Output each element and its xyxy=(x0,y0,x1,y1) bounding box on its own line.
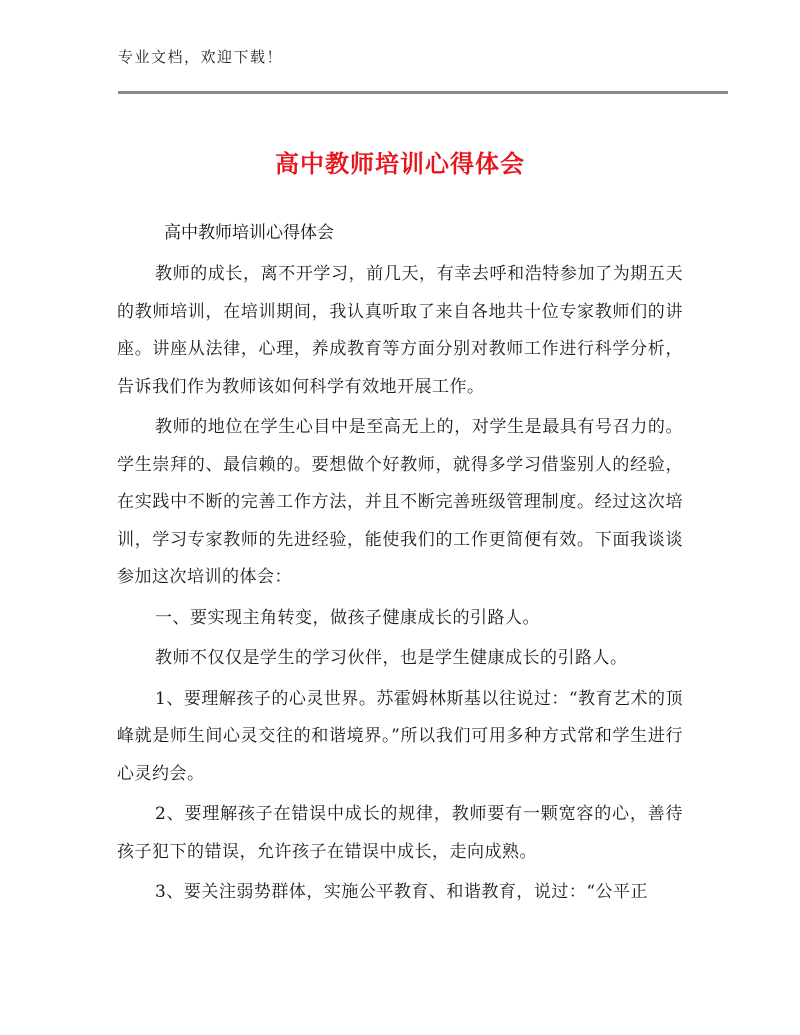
paragraph: 教师的地位在学生心目中是至高无上的，对学生是最具有号召力的。学生崇拜的、最信赖的。要想做个好教师，就得多学习借鉴别人的经验，在实践中不断的完善工作方法，并且不断完善班级管理制度。经过这次培训，学习专家教师的先进经验，能使我们的工作更简便有效。下面我谈谈参加这次培训的体会： xyxy=(117,417,683,587)
header-divider xyxy=(118,91,728,94)
page-header-text: 专业文档，欢迎下载！ xyxy=(118,48,284,66)
list-item: 3、要关注弱势群体，实施公平教育、和谐教育，说过：“公平正 xyxy=(155,882,649,902)
paragraph: 教师不仅仅是学生的学习伙伴，也是学生健康成长的引路人。 xyxy=(155,648,628,668)
document-subtitle: 高中教师培训心得体会 xyxy=(164,223,334,243)
list-item: 1、要理解孩子的心灵世界。苏霍姆林斯基以往说过：“教育艺术的顶峰就是师生间心灵交往的和谐境界。”所以我们可用多种方式常和学生进行心灵约会。 xyxy=(117,688,684,784)
document-body xyxy=(117,218,683,915)
section-heading: 一、要实现主角转变，做孩子健康成长的引路人。 xyxy=(155,607,540,628)
paragraph: 教师的成长，离不开学习，前几天，有幸去呼和浩特参加了为期五天的教师培训，在培训期间，我认真听取了来自各地共十位专家教师们的讲座。讲座从法律，心理，养成教育等方面分别对教师工作进行科学分析，告诉我们作为教师该如何科学有效地开展工作。 xyxy=(117,264,683,397)
document-title: 高中教师培训心得体会 xyxy=(275,150,525,178)
list-item: 2、要理解孩子在错误中成长的规律，教师要有一颗宽容的心，善待孩子犯下的错误，允许孩子在错误中成长，走向成熟。 xyxy=(117,804,683,862)
